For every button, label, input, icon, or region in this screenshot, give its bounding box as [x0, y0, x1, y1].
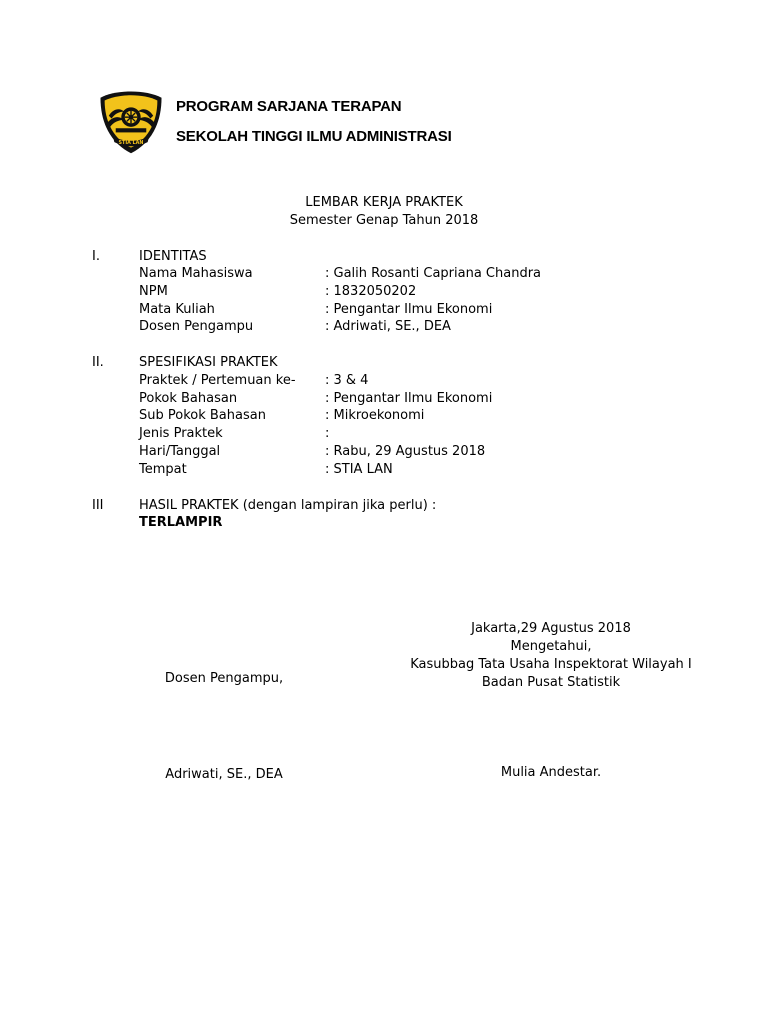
- field-value: : 1832050202: [325, 284, 417, 299]
- place-date: Jakarta,29 Agustus 2018: [471, 621, 631, 636]
- section-heading: HASIL PRAKTEK (dengan lampiran jika perlu) :: [139, 498, 437, 513]
- field-label: Hari/Tanggal: [139, 444, 221, 459]
- field-label: Sub Pokok Bahasan: [139, 408, 266, 423]
- field-label: Praktek / Pertemuan ke-: [139, 373, 296, 388]
- left-signatory-name: Adriwati, SE., DEA: [165, 767, 283, 782]
- section-heading: SPESIFIKASI PRAKTEK: [139, 355, 278, 370]
- field-value: :: [325, 426, 330, 441]
- section-heading: IDENTITAS: [139, 249, 207, 264]
- field-value: : Adriwati, SE., DEA: [325, 319, 451, 334]
- document-subtitle: Semester Genap Tahun 2018: [289, 213, 479, 228]
- left-signatory-title: Dosen Pengampu,: [164, 671, 284, 686]
- svg-text:STIA LAN: STIA LAN: [118, 140, 144, 147]
- field-label: Pokok Bahasan: [139, 391, 238, 406]
- institution-title: SEKOLAH TINGGI ILMU ADMINISTRASI: [176, 128, 452, 145]
- field-value: : Mikroekonomi: [325, 408, 425, 423]
- field-value: : 3 & 4: [325, 373, 369, 388]
- field-value: : Pengantar Ilmu Ekonomi: [325, 391, 493, 406]
- stia-lan-logo: [96, 88, 166, 156]
- right-signatory-title: Kasubbag Tata Usaha Inspektorat Wilayah I: [410, 657, 692, 672]
- field-value: : STIA LAN: [325, 462, 393, 477]
- field-label: Mata Kuliah: [139, 302, 215, 317]
- section-number: I.: [92, 249, 100, 264]
- section-number: III: [92, 498, 104, 513]
- acknowledged-label: Mengetahui,: [510, 639, 592, 654]
- field-value: : Galih Rosanti Capriana Chandra: [325, 266, 542, 281]
- right-signatory-organization: Badan Pusat Statistik: [481, 675, 621, 690]
- right-signatory-name: Mulia Andestar.: [500, 765, 602, 780]
- field-label: Tempat: [139, 462, 187, 477]
- field-label: Nama Mahasiswa: [139, 266, 253, 281]
- field-label: Jenis Praktek: [139, 426, 223, 441]
- field-value: : Pengantar Ilmu Ekonomi: [325, 302, 493, 317]
- result-text: TERLAMPIR: [139, 515, 223, 530]
- field-label: NPM: [139, 284, 168, 299]
- program-title: PROGRAM SARJANA TERAPAN: [176, 98, 402, 115]
- document-title: LEMBAR KERJA PRAKTEK: [305, 195, 463, 210]
- section-number: II.: [92, 355, 104, 370]
- field-label: Dosen Pengampu: [139, 319, 254, 334]
- field-value: : Rabu, 29 Agustus 2018: [325, 444, 486, 459]
